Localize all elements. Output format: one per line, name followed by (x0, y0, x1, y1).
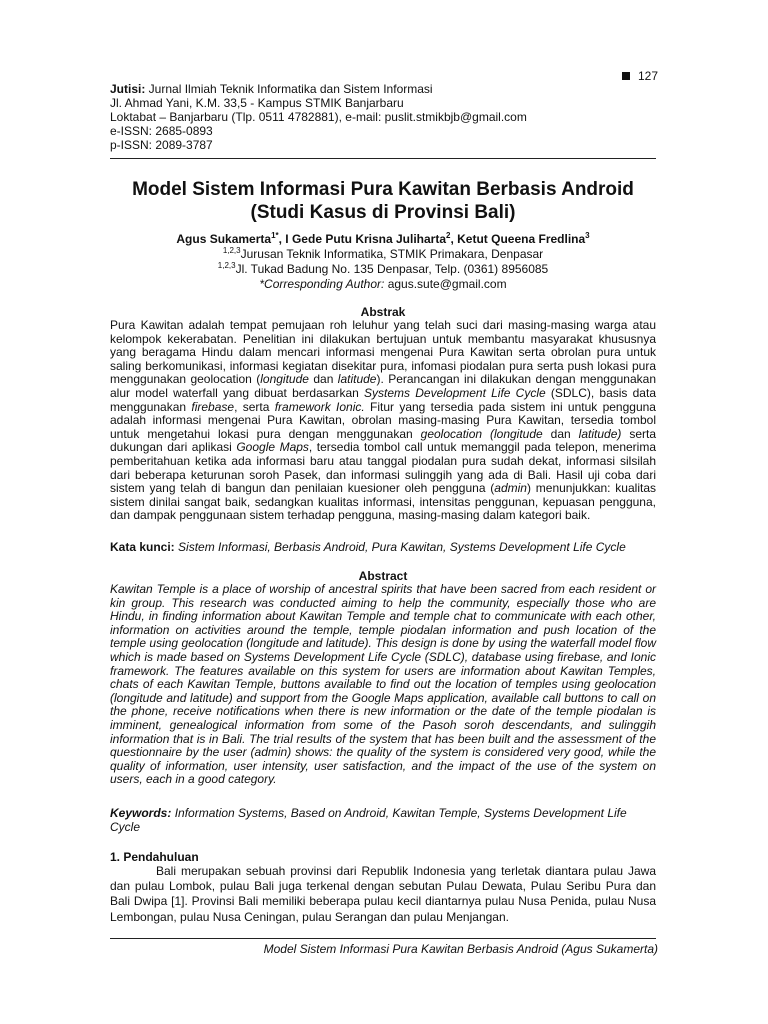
title-line-2: (Studi Kasus di Provinsi Bali) (250, 202, 516, 223)
corresponding-author (100, 277, 666, 292)
abstrak-italic: Google Maps (236, 440, 309, 455)
footer-divider (110, 938, 656, 939)
intro-text: Bali merupakan sebuah provinsi dari Republik Indonesia yang terletak diantara pulau Jawa dan pulau Lombok, pulau Bali juga terkenal dengan sebutan Pulau Dewata, Pulau Seribu Pura dan Bali Dwipa [1]. Provinsi Bali memiliki beberapa pulau kecil diantarnya pulau Nusa Penida, pulau Nusa Lembongan, pulau Nusa Ceningan, pulau Serangan dan pulau Menjangan. (110, 864, 656, 924)
journal-pissn: p-ISSN: 2089-3787 (110, 138, 213, 152)
abstrak-text: serta dukungan dari aplikasi (110, 426, 657, 455)
journal-name: Jurnal Ilmiah Teknik Informatika dan Sistem Informasi (145, 82, 433, 96)
abstrak-italic: longitude (260, 372, 309, 387)
keywords-label: Keywords: (110, 806, 172, 820)
journal-label: Jutisi: (110, 82, 146, 96)
affiliation-1-text: Jurusan Teknik Informatika, STMIK Primakara, Denpasar (240, 247, 544, 261)
square-bullet-icon (622, 72, 630, 80)
abstrak-italic: framework Ionic. (274, 399, 365, 414)
abstract-body: Kawitan Temple is a place of worship of ancestral spirits that have been sacred from each resident or kin group. This research was conducted aiming to help the community, especially those who are Hindu, in finding information about Kawitan Temple and temple chat to communicate with each other, information on activities around the temple, temple piodalan information and push location of the temple using geolocation (longitude and latitude). This design is done by using the waterfall model flow which is made based on Systems Development Life Cycle (SDLC), database using firebase, and Ionic framework. The features available on this system for users are information about Kawitan Temples, chats of each Kawitan Temple, buttons available to find out the location of temples using geolocation (longitude and latitude) and support from the Google Maps application, available call buttons to call on the phone, receive notifications when there is new information or the date of the temple piodalan is imminent, genealogical information from some of the Pasoh soroh descendants, and sulinggih information that is in Bali. The trial results of the system that has been built and the assessment of the questionnaire by the user (admin) shows: the quality of the system is considered very good, while the quality of information, user intensity, user satisfaction, and the impact of the use of the system on users, each in a good category. (110, 582, 656, 787)
author-block (100, 232, 666, 292)
author-names (100, 232, 666, 247)
journal-address: Jl. Ahmad Yani, K.M. 33,5 - Kampus STMIK Banjarbaru (110, 96, 404, 110)
abstrak-body (110, 319, 656, 523)
abstrak-italic: latitude) (578, 426, 622, 441)
author-1: Agus Sukamerta (176, 232, 272, 246)
kata-kunci-label: Kata kunci: (110, 540, 175, 554)
title-line-1: Model Sistem Informasi Pura Kawitan Berbasis Android (132, 179, 634, 200)
journal-header (110, 82, 656, 152)
abstrak-italic: latitude (337, 372, 377, 387)
abstrak-text: dan (542, 426, 579, 441)
keywords-text: Information Systems, Based on Android, Kawitan Temple, Systems Development Life Cycle (110, 806, 627, 834)
abstrak-heading: Abstrak (360, 305, 406, 319)
journal-eissn: e-ISSN: 2685-0893 (110, 124, 213, 138)
abstrak-text: Pura Kawitan adalah tempat pemujaan roh leluhur yang telah suci dari masing-masing warga atau kelompok kekerabatan. Penelitian ini dilakukan bertujuan untuk membantu masyarakat khususnya yang beragama Hindu dalam mencari informasi mengenai Pura Kawitan serta obrolan pura untuk saling berkomunikasi, informasi kegiatan disekitar pura, infomasi piodalan pura serta push lokasi pura menggunakan geolocation ( (110, 318, 656, 387)
kata-kunci-text: Sistem Informasi, Berbasis Android, Pura Kawitan, Systems Development Life Cycle (174, 540, 626, 554)
author-3-sup: 3 (585, 231, 590, 240)
abstrak-italic: geolocation (longitude (420, 426, 543, 441)
author-2: , I Gede Putu Krisna Juliharta (278, 232, 447, 246)
author-2-sup: 2 (446, 231, 451, 240)
abstrak-italic: admin (494, 481, 527, 496)
affiliation-1 (100, 247, 666, 262)
paper-title (100, 178, 666, 224)
corresponding-email: agus.sute@gmail.com (384, 277, 507, 291)
kata-kunci (110, 541, 656, 555)
keywords (110, 807, 656, 834)
header-divider (110, 158, 656, 159)
affiliation-2-text: Jl. Tukad Badung No. 135 Denpasar, Telp. (0361) 8956085 (235, 262, 549, 276)
affiliation-1-sup: 1,2,3 (222, 246, 241, 255)
abstrak-text: Fitur yang tersedia pada sistem ini untuk pengguna adalah informasi mengenai Pura Kawitan, obrolan masing-masing Pura Kawitan, tersedia tombol untuk mengetahui lokasi pura dengan menggunakan (110, 399, 656, 441)
page-number (622, 69, 658, 83)
affiliation-2 (100, 262, 666, 277)
abstrak-text: , serta (234, 399, 275, 414)
section-heading-intro: 1. Pendahuluan (110, 850, 199, 864)
page-number-text: 127 (637, 69, 658, 83)
running-footer: Model Sistem Informasi Pura Kawitan Berbasis Android (Agus Sukamerta) (263, 942, 658, 956)
intro-paragraph (110, 864, 656, 925)
abstrak-text: ) menunjukkan: kualitas sistem dinilai sangat baik, sedangkan kualitas informasi, intensitas penggunan, kepuasan pengguna, dan dampak penggunaan sistem terhadap pengguna, masing-masing dalam kategori baik. (110, 481, 656, 523)
abstrak-text: ). Perancangan ini dilakukan dengan menggunakan alur model waterfall yang dibuat berdasarkan (110, 372, 656, 400)
abstrak-italic: firebase (191, 399, 235, 414)
corresponding-label: *Corresponding Author: (259, 277, 385, 291)
author-1-sup: 1* (271, 231, 279, 240)
abstrak-text: (SDLC), basis data menggunakan (110, 385, 656, 414)
abstract-heading: Abstract (358, 569, 408, 583)
abstrak-text: dan (308, 372, 338, 387)
abstrak-text: , tersedia tombol call untuk memanggil pada telepon, menerima pemberitahuan ketika ada informasi baru atau tanggal piodalan pura sudah dekat, informasi silsilah dari beberapa keturunan soroh Pasek, dan informasi sulinggih yang ada di Bali. Hasil uji coba dari sistem yang telah di bangun dan penilaian kuesioner oleh pengguna ( (110, 440, 657, 496)
author-3: , Ketut Queena Fredlina (450, 232, 586, 246)
abstrak-italic: Systems Development Life Cycle (364, 385, 546, 400)
journal-contact: Loktabat – Banjarbaru (Tlp. 0511 4782881), e-mail: puslit.stmikbjb@gmail.com (110, 110, 527, 124)
affiliation-2-sup: 1,2,3 (217, 261, 236, 270)
